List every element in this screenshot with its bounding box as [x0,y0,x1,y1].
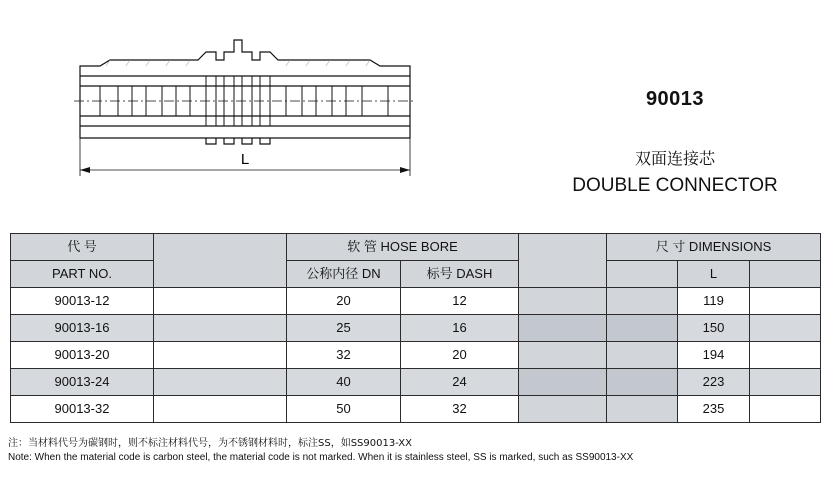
cell-blank [607,342,678,369]
cell-part: 90013-24 [11,369,154,396]
cell-part: 90013-16 [11,315,154,342]
cell-l: 119 [678,288,750,315]
connector-drawing [70,30,430,180]
cell-dash: 32 [401,396,519,423]
table-row [11,288,821,315]
cell-blank [750,342,821,369]
header-hose-bore: 软 管 HOSE BORE [287,234,519,261]
header-dash: 标号 DASH [401,261,519,288]
cell-l: 194 [678,342,750,369]
cell-dn: 20 [287,288,401,315]
cell-dash: 20 [401,342,519,369]
table-row [11,396,821,423]
dimension-label: L [240,151,250,168]
header-row-2 [11,261,821,288]
cell-blank [154,288,287,315]
header-part-en: PART NO. [11,261,154,288]
header-l: L [678,261,750,288]
cell-blank [750,288,821,315]
cell-blank [154,315,287,342]
cell-dash: 12 [401,288,519,315]
table-row [11,315,821,342]
cell-blank [154,342,287,369]
cell-blank [519,342,607,369]
cell-part: 90013-32 [11,396,154,423]
cell-blank [154,396,287,423]
cell-dn: 40 [287,369,401,396]
cell-blank [607,315,678,342]
cell-blank [750,396,821,423]
header-dn: 公称内径 DN [287,261,401,288]
header-part-cn: 代 号 [11,234,154,261]
spec-table [10,233,821,423]
cell-dash: 24 [401,369,519,396]
cell-dash: 16 [401,315,519,342]
cell-blank [607,396,678,423]
cell-l: 223 [678,369,750,396]
cell-dn: 50 [287,396,401,423]
cell-dn: 32 [287,342,401,369]
cell-blank [519,288,607,315]
cell-blank [519,315,607,342]
header-blank-4 [750,261,821,288]
table-row [11,369,821,396]
cell-part: 90013-12 [11,288,154,315]
table-row [11,342,821,369]
header-blank-2 [519,234,607,288]
cell-blank [750,369,821,396]
header-blank-1 [154,234,287,288]
product-name-cn: 双面连接芯 [634,149,715,168]
note-cn: 注：当材料代号为碳钢时，则不标注材料代号，为不锈钢材料时，标注SS，如SS90013-XX [8,438,413,449]
cell-blank [607,288,678,315]
product-name-en: DOUBLE CONNECTOR [572,175,778,196]
cell-blank [519,396,607,423]
cell-dn: 25 [287,315,401,342]
cell-blank [750,315,821,342]
note-en: Note: When the material code is carbon steel, the material code is not marked. When it is stainless steel, SS is marked, such as SS90013-XX [8,452,634,463]
header-blank-3 [607,261,678,288]
cell-part: 90013-20 [11,342,154,369]
header-row-1 [11,234,821,261]
header-dimensions: 尺 寸 DIMENSIONS [607,234,821,261]
cell-blank [519,369,607,396]
cell-l: 150 [678,315,750,342]
cell-blank [607,369,678,396]
product-code: 90013 [645,88,705,110]
cell-blank [154,369,287,396]
cell-l: 235 [678,396,750,423]
